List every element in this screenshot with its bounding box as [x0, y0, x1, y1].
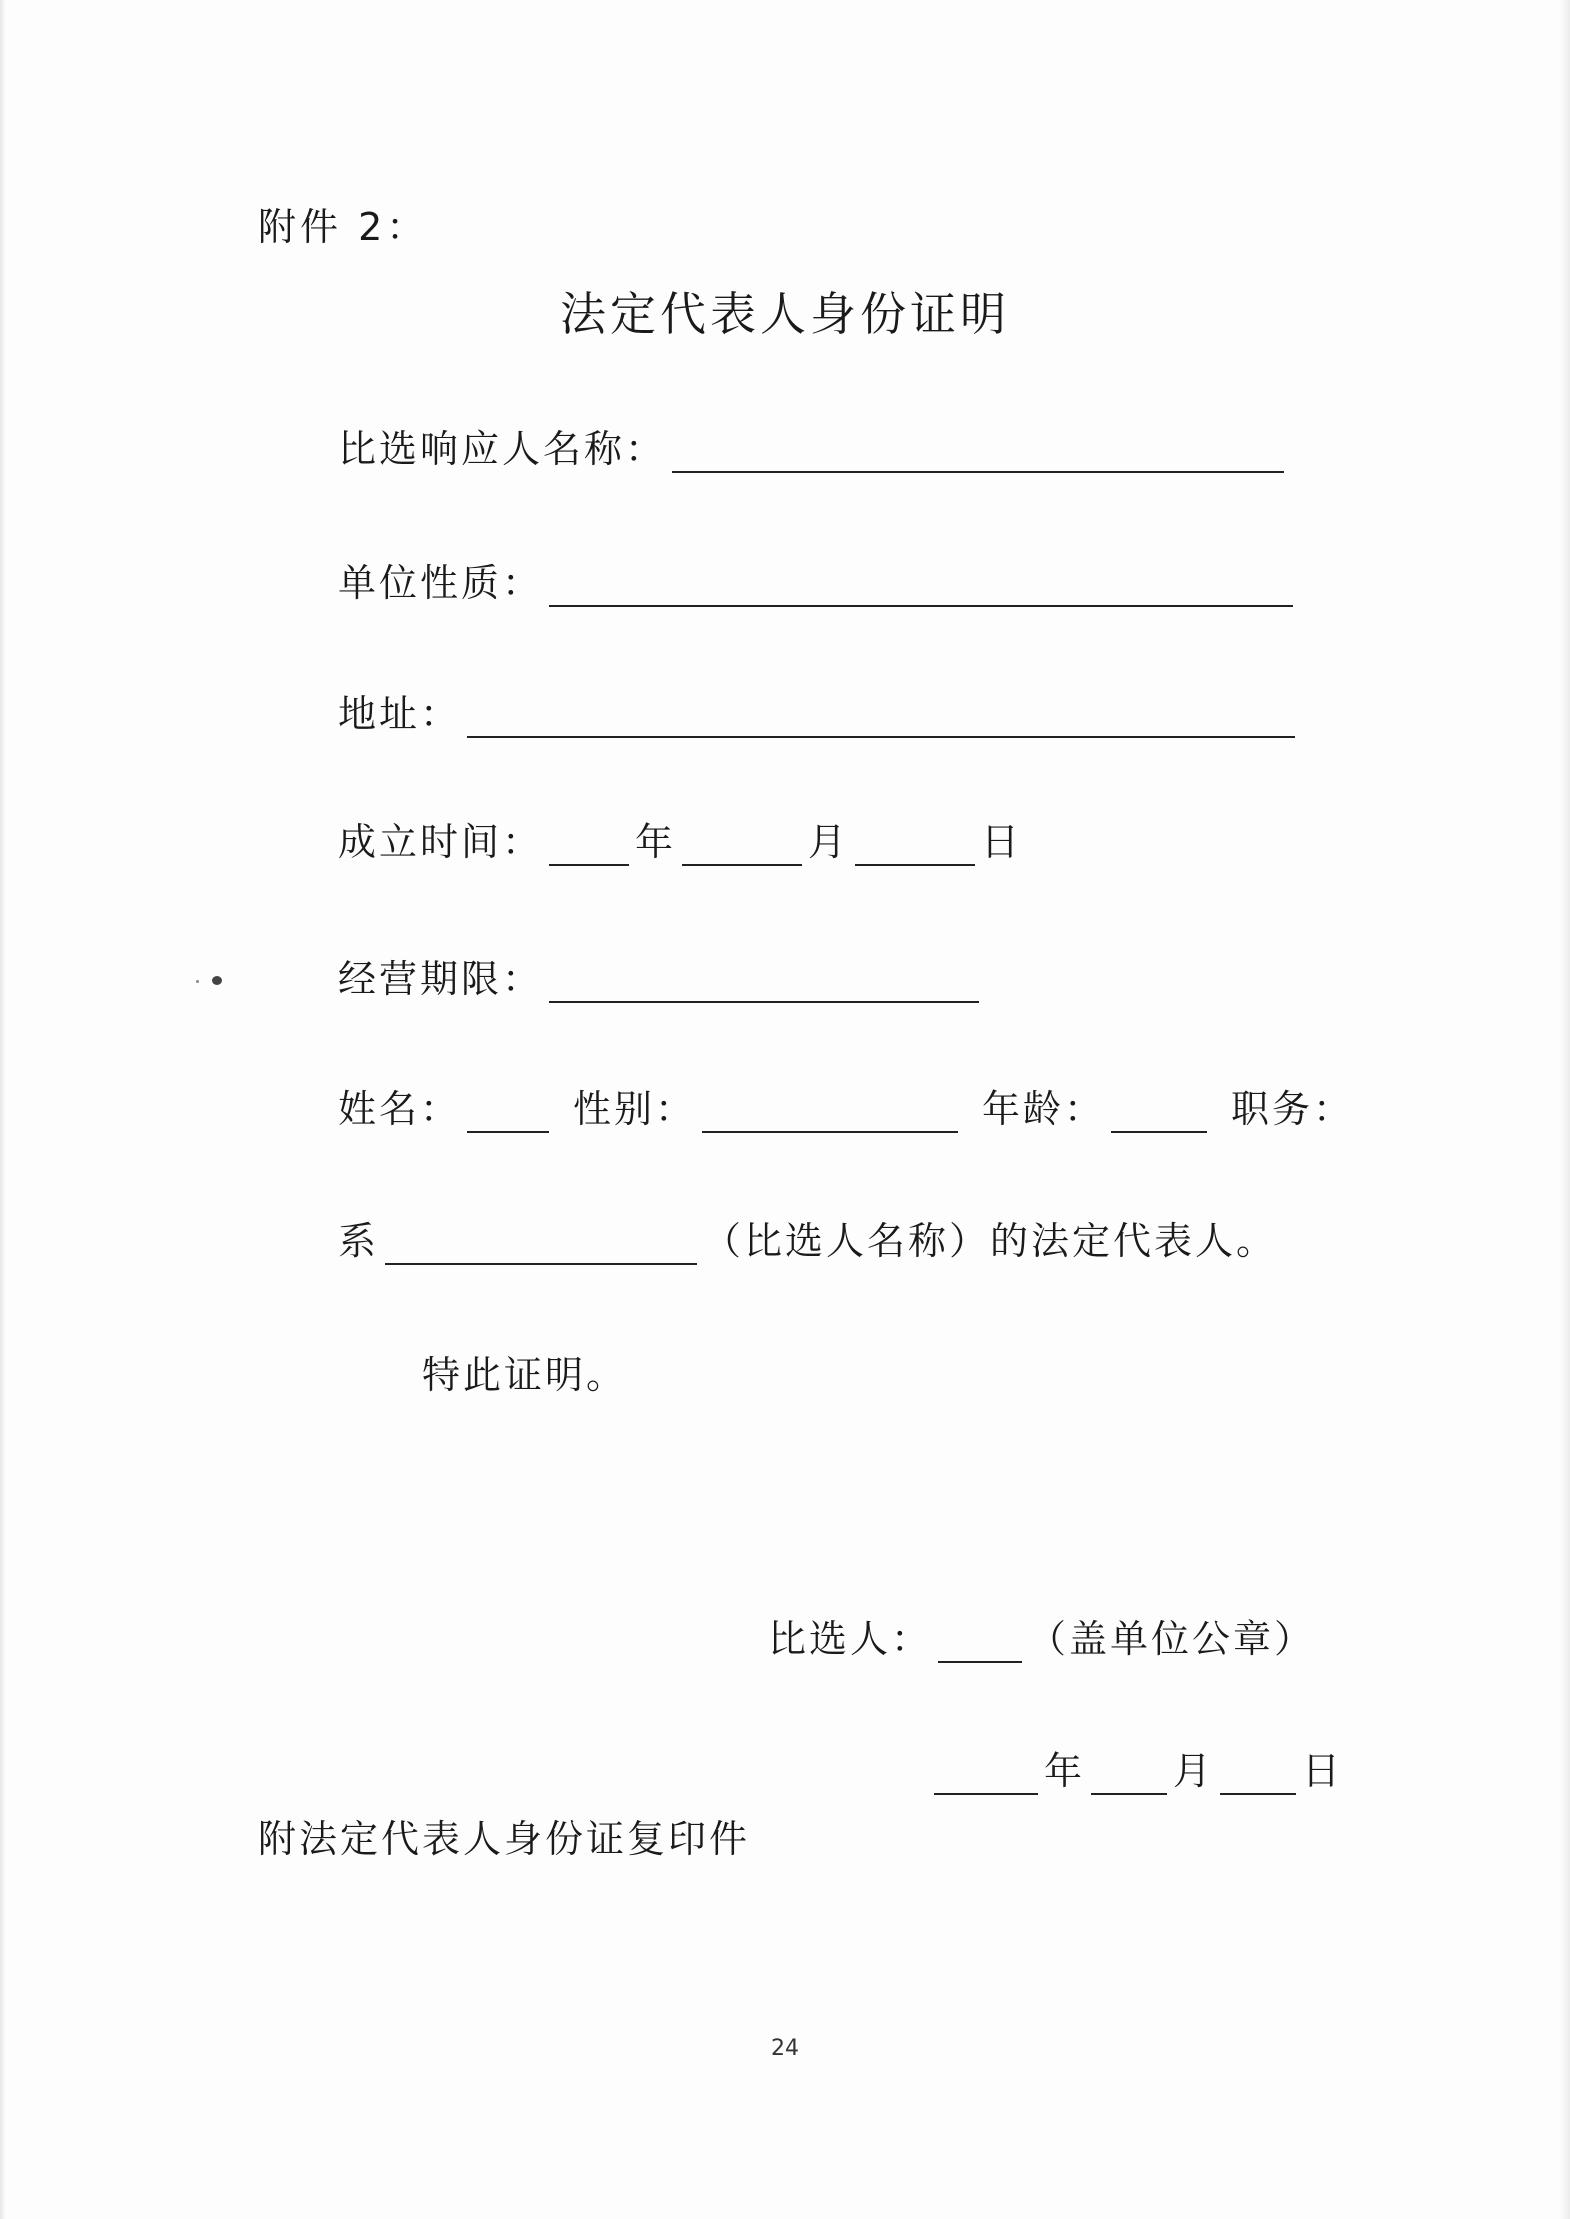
ink-speck [212, 976, 222, 985]
gender-blank[interactable] [702, 1095, 958, 1133]
date-row [928, 1740, 1343, 1795]
bidder-sign-label: 比选人： [768, 1617, 933, 1661]
is-suffix: （比选人名称）的法定代表人。 [703, 1219, 1278, 1263]
legal-rep-row [338, 1210, 1277, 1265]
address-row [338, 683, 1301, 738]
bidder-name-blank[interactable] [672, 435, 1284, 473]
attachment-label: 附件 2： [258, 205, 429, 249]
established-row [338, 811, 1022, 866]
is-prefix: 系 [338, 1219, 380, 1263]
bidder-name-label: 比选响应人名称： [338, 427, 667, 471]
age-label: 年龄： [982, 1087, 1106, 1131]
bidder-entity-blank[interactable] [385, 1227, 697, 1265]
bidder-sign-blank[interactable] [938, 1625, 1022, 1663]
person-info-row [338, 1078, 1354, 1133]
date-day-blank[interactable] [1220, 1757, 1296, 1795]
term-label: 经营期限： [338, 957, 544, 1001]
gender-label: 性别： [573, 1087, 697, 1131]
position-label: 职务： [1231, 1087, 1355, 1131]
page-number: 24 [771, 2036, 799, 2061]
date-day-label: 日 [1302, 1749, 1344, 1793]
established-label: 成立时间： [338, 820, 544, 864]
document-title: 法定代表人身份证明 [560, 287, 1010, 341]
unit-nature-label: 单位性质： [338, 561, 544, 605]
unit-nature-row [338, 552, 1299, 607]
age-blank[interactable] [1111, 1095, 1207, 1133]
date-month-label: 月 [1173, 1749, 1215, 1793]
name-label: 姓名： [338, 1087, 462, 1131]
established-month-label: 月 [808, 820, 850, 864]
bidder-name-row [338, 418, 1290, 473]
date-year-label: 年 [1044, 1749, 1086, 1793]
established-month-blank[interactable] [682, 828, 802, 866]
address-label: 地址： [338, 692, 462, 736]
term-row [338, 948, 985, 1003]
certify-text: 特此证明。 [422, 1353, 628, 1397]
established-year-label: 年 [635, 820, 677, 864]
address-blank[interactable] [467, 700, 1295, 738]
established-day-blank[interactable] [855, 828, 975, 866]
established-year-blank[interactable] [549, 828, 629, 866]
established-day-label: 日 [981, 820, 1023, 864]
term-blank[interactable] [549, 965, 979, 1003]
date-year-blank[interactable] [934, 1757, 1038, 1795]
date-month-blank[interactable] [1091, 1757, 1167, 1795]
name-blank[interactable] [467, 1095, 549, 1133]
signature-row [768, 1608, 1315, 1663]
ink-speck-small [196, 980, 199, 983]
seal-note: （盖单位公章） [1028, 1617, 1316, 1661]
unit-nature-blank[interactable] [549, 569, 1293, 607]
attachment-note: 附法定代表人身份证复印件 [258, 1817, 751, 1861]
